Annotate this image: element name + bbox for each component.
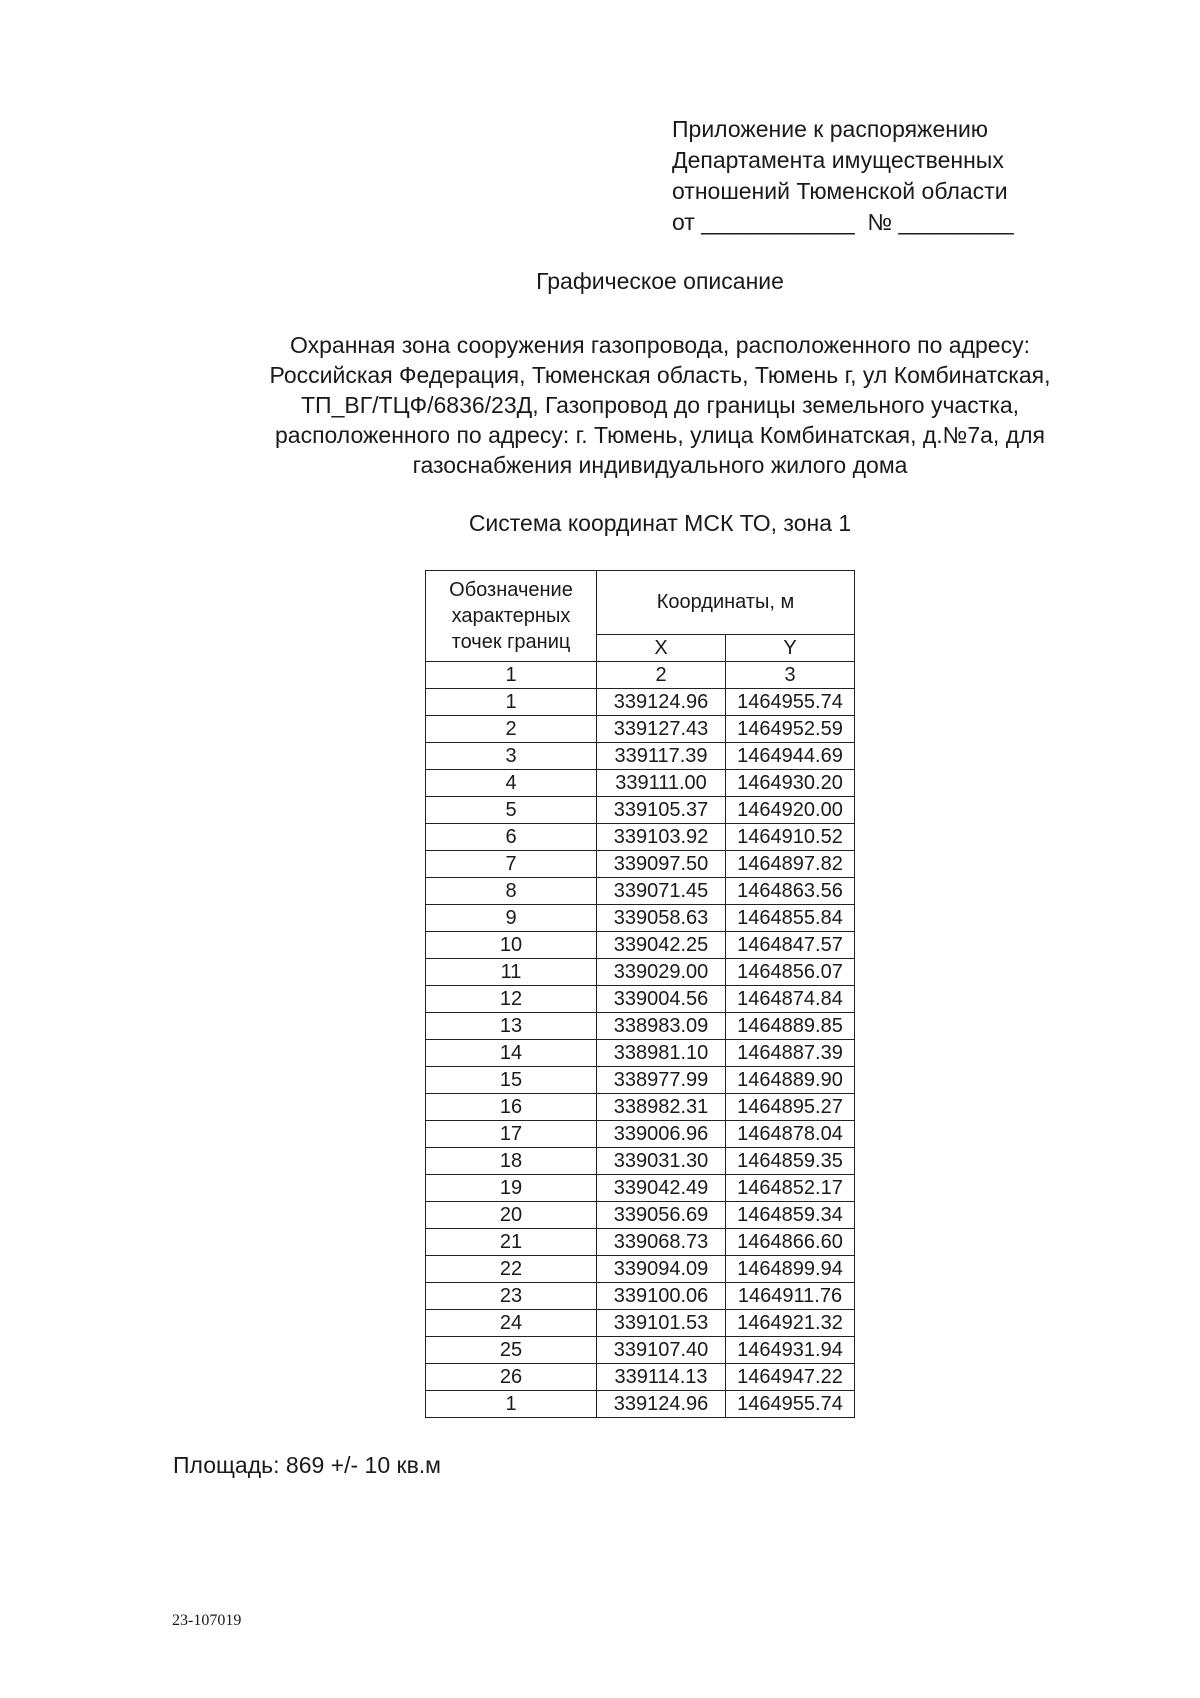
x-coordinate-cell: 339004.56 bbox=[597, 986, 726, 1013]
points-header: Обозначение характерных точек границ bbox=[426, 571, 597, 662]
y-coordinate-cell: 1464955.74 bbox=[726, 1391, 855, 1418]
y-coordinate-cell: 1464878.04 bbox=[726, 1121, 855, 1148]
x-coordinate-cell: 339094.09 bbox=[597, 1256, 726, 1283]
y-coordinate-cell: 1464889.90 bbox=[726, 1067, 855, 1094]
point-number-cell: 6 bbox=[426, 824, 597, 851]
table-row bbox=[426, 932, 855, 959]
table-row bbox=[426, 878, 855, 905]
y-coordinate-cell: 1464863.56 bbox=[726, 878, 855, 905]
document-title: Графическое описание bbox=[536, 268, 784, 294]
table-row bbox=[426, 1067, 855, 1094]
x-coordinate-cell: 338977.99 bbox=[597, 1067, 726, 1094]
y-coordinate-cell: 1464911.76 bbox=[726, 1283, 855, 1310]
y-coordinate-cell: 1464852.17 bbox=[726, 1175, 855, 1202]
x-coordinate-cell: 338981.10 bbox=[597, 1040, 726, 1067]
y-coordinate-cell: 1464889.85 bbox=[726, 1013, 855, 1040]
table-row bbox=[426, 689, 855, 716]
table-row bbox=[426, 986, 855, 1013]
column-number: 1 bbox=[426, 662, 597, 689]
table-row bbox=[426, 797, 855, 824]
x-coordinate-cell: 339068.73 bbox=[597, 1229, 726, 1256]
y-coordinate-cell: 1464910.52 bbox=[726, 824, 855, 851]
y-coordinate-cell: 1464931.94 bbox=[726, 1337, 855, 1364]
point-number-cell: 26 bbox=[426, 1364, 597, 1391]
point-number-cell: 2 bbox=[426, 716, 597, 743]
x-coordinate-cell: 339071.45 bbox=[597, 878, 726, 905]
x-coordinate-cell: 339029.00 bbox=[597, 959, 726, 986]
table-row bbox=[426, 905, 855, 932]
table-row bbox=[426, 1283, 855, 1310]
table-row bbox=[426, 1364, 855, 1391]
table-row bbox=[426, 824, 855, 851]
y-coordinate-cell: 1464855.84 bbox=[726, 905, 855, 932]
table-row bbox=[426, 1337, 855, 1364]
coordinates-table bbox=[425, 570, 855, 1418]
point-number-cell: 18 bbox=[426, 1148, 597, 1175]
column-number: 3 bbox=[726, 662, 855, 689]
y-coordinate-cell: 1464847.57 bbox=[726, 932, 855, 959]
y-coordinate-cell: 1464887.39 bbox=[726, 1040, 855, 1067]
zone-description bbox=[180, 330, 1140, 480]
point-number-cell: 4 bbox=[426, 770, 597, 797]
y-coordinate-cell: 1464856.07 bbox=[726, 959, 855, 986]
y-coordinate-cell: 1464859.35 bbox=[726, 1148, 855, 1175]
coordinates-body bbox=[426, 689, 855, 1418]
point-number-cell: 16 bbox=[426, 1094, 597, 1121]
appendix-line: отношений Тюменской области bbox=[672, 178, 1008, 204]
point-number-cell: 10 bbox=[426, 932, 597, 959]
description-line: Российская Федерация, Тюменская область, Тюмень г, ул Комбинатская, bbox=[269, 362, 1051, 388]
table-row bbox=[426, 1229, 855, 1256]
table-row bbox=[426, 1148, 855, 1175]
x-coordinate-cell: 339111.00 bbox=[597, 770, 726, 797]
coords-header: Координаты, м bbox=[597, 571, 855, 635]
point-number-cell: 1 bbox=[426, 1391, 597, 1418]
table-row bbox=[426, 1094, 855, 1121]
table-row bbox=[426, 959, 855, 986]
table-row bbox=[426, 1256, 855, 1283]
description-line: Охранная зона сооружения газопровода, расположенного по адресу: bbox=[290, 332, 1030, 358]
point-number-cell: 13 bbox=[426, 1013, 597, 1040]
point-number-cell: 24 bbox=[426, 1310, 597, 1337]
x-coordinate-cell: 339127.43 bbox=[597, 716, 726, 743]
x-coordinate-cell: 338983.09 bbox=[597, 1013, 726, 1040]
x-coordinate-cell: 339006.96 bbox=[597, 1121, 726, 1148]
y-coordinate-cell: 1464920.00 bbox=[726, 797, 855, 824]
table-row bbox=[426, 1310, 855, 1337]
table-row bbox=[426, 1040, 855, 1067]
point-number-cell: 21 bbox=[426, 1229, 597, 1256]
point-number-cell: 1 bbox=[426, 689, 597, 716]
x-coordinate-cell: 339056.69 bbox=[597, 1202, 726, 1229]
appendix-line: Приложение к распоряжению bbox=[672, 116, 989, 142]
x-coordinate-cell: 339105.37 bbox=[597, 797, 726, 824]
point-number-cell: 22 bbox=[426, 1256, 597, 1283]
point-number-cell: 25 bbox=[426, 1337, 597, 1364]
column-number: 2 bbox=[597, 662, 726, 689]
y-coordinate-cell: 1464895.27 bbox=[726, 1094, 855, 1121]
description-line: газоснабжения индивидуального жилого дома bbox=[412, 452, 908, 478]
y-coordinate-cell: 1464859.34 bbox=[726, 1202, 855, 1229]
x-coordinate-cell: 339097.50 bbox=[597, 851, 726, 878]
point-number-cell: 12 bbox=[426, 986, 597, 1013]
point-number-cell: 9 bbox=[426, 905, 597, 932]
table-row bbox=[426, 743, 855, 770]
point-number-cell: 14 bbox=[426, 1040, 597, 1067]
table-row bbox=[426, 716, 855, 743]
x-coordinate-cell: 339103.92 bbox=[597, 824, 726, 851]
y-coordinate-cell: 1464897.82 bbox=[726, 851, 855, 878]
y-coordinate-cell: 1464947.22 bbox=[726, 1364, 855, 1391]
x-coordinate-cell: 339058.63 bbox=[597, 905, 726, 932]
x-coordinate-cell: 339124.96 bbox=[597, 689, 726, 716]
point-number-cell: 3 bbox=[426, 743, 597, 770]
description-line: ТП_ВГ/ТЦФ/6836/23Д, Газопровод до границы земельного участка, bbox=[300, 392, 1020, 418]
y-coordinate-cell: 1464921.32 bbox=[726, 1310, 855, 1337]
table-row bbox=[426, 1121, 855, 1148]
point-number-cell: 20 bbox=[426, 1202, 597, 1229]
y-coordinate-cell: 1464952.59 bbox=[726, 716, 855, 743]
point-number-cell: 17 bbox=[426, 1121, 597, 1148]
table-row bbox=[426, 770, 855, 797]
appendix-block bbox=[672, 114, 1014, 238]
x-coordinate-cell: 339100.06 bbox=[597, 1283, 726, 1310]
point-number-cell: 8 bbox=[426, 878, 597, 905]
y-header: Y bbox=[726, 634, 855, 661]
appendix-line: от ____________ № _________ bbox=[672, 209, 1014, 235]
table-row bbox=[426, 851, 855, 878]
coordinate-system-label: Система координат МСК ТО, зона 1 bbox=[468, 510, 852, 536]
x-coordinate-cell: 339031.30 bbox=[597, 1148, 726, 1175]
point-number-cell: 15 bbox=[426, 1067, 597, 1094]
y-coordinate-cell: 1464944.69 bbox=[726, 743, 855, 770]
x-coordinate-cell: 339107.40 bbox=[597, 1337, 726, 1364]
table-row bbox=[426, 1391, 855, 1418]
point-number-cell: 7 bbox=[426, 851, 597, 878]
x-coordinate-cell: 338982.31 bbox=[597, 1094, 726, 1121]
point-number-cell: 5 bbox=[426, 797, 597, 824]
y-coordinate-cell: 1464899.94 bbox=[726, 1256, 855, 1283]
x-coordinate-cell: 339124.96 bbox=[597, 1391, 726, 1418]
table-row bbox=[426, 1013, 855, 1040]
y-coordinate-cell: 1464866.60 bbox=[726, 1229, 855, 1256]
area-label: Площадь: 869 +/- 10 кв.м bbox=[173, 1452, 441, 1478]
table-row bbox=[426, 1202, 855, 1229]
appendix-line: Департамента имущественных bbox=[672, 147, 1004, 173]
table-row bbox=[426, 1175, 855, 1202]
point-number-cell: 11 bbox=[426, 959, 597, 986]
x-coordinate-cell: 339117.39 bbox=[597, 743, 726, 770]
x-coordinate-cell: 339114.13 bbox=[597, 1364, 726, 1391]
y-coordinate-cell: 1464874.84 bbox=[726, 986, 855, 1013]
x-coordinate-cell: 339042.25 bbox=[597, 932, 726, 959]
x-header: X bbox=[597, 634, 726, 661]
y-coordinate-cell: 1464930.20 bbox=[726, 770, 855, 797]
description-line: расположенного по адресу: г. Тюмень, улица Комбинатская, д.№7а, для bbox=[274, 422, 1046, 448]
x-coordinate-cell: 339101.53 bbox=[597, 1310, 726, 1337]
x-coordinate-cell: 339042.49 bbox=[597, 1175, 726, 1202]
point-number-cell: 19 bbox=[426, 1175, 597, 1202]
point-number-cell: 23 bbox=[426, 1283, 597, 1310]
y-coordinate-cell: 1464955.74 bbox=[726, 689, 855, 716]
document-number: 23-107019 bbox=[172, 1612, 242, 1629]
